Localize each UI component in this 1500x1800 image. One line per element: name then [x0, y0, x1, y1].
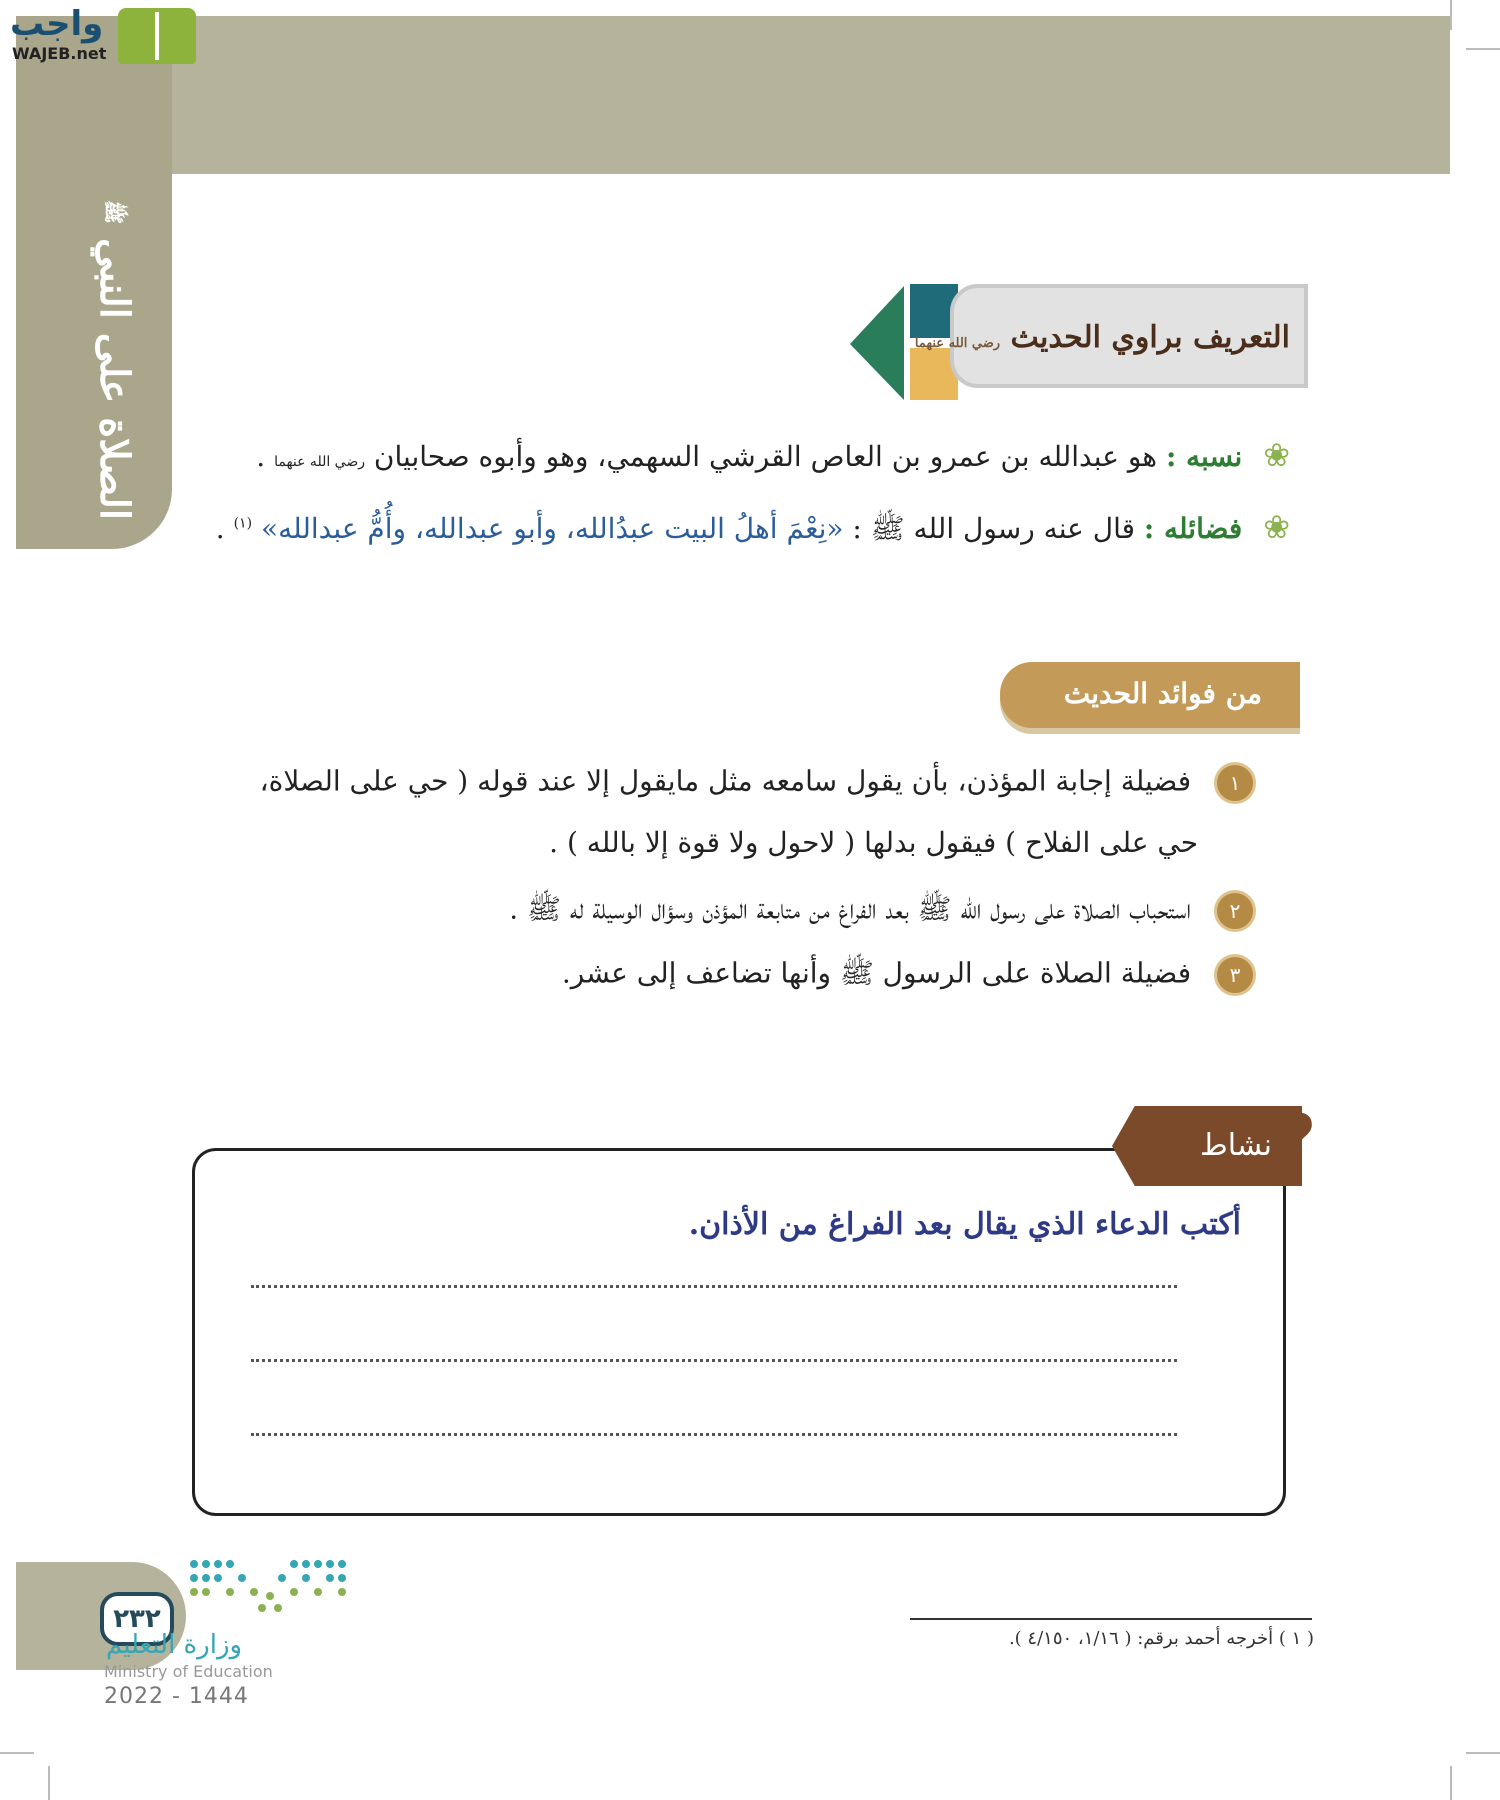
- top-banner-band: [16, 16, 1450, 174]
- benefit-text: فضيلة إجابة المؤذن، بأن يقول سامعه مثل مايقول إلا عند قوله ( حي على الصلاة،: [259, 764, 1192, 798]
- ministry-name-arabic: وزارة التعليم: [106, 1630, 243, 1660]
- wajeb-logo: [10, 4, 190, 66]
- lineage-row: [256, 436, 1290, 474]
- question-mark-icon: ?: [1278, 1102, 1316, 1176]
- benefit-text: حي على الفلاح ) فيقول بدلها ( لاحول ولا قوة إلا بالله ) .: [549, 826, 1198, 859]
- activity-tab: [1112, 1102, 1316, 1186]
- activity-label: نشاط: [1200, 1128, 1272, 1163]
- flower-bullet-icon: ❀: [1263, 508, 1290, 546]
- section-heading-title: [915, 320, 1290, 355]
- footnote-divider: [910, 1618, 1312, 1620]
- benefit-item: [562, 954, 1256, 997]
- lineage-label: نسبه :: [1165, 440, 1243, 473]
- footnote-text: ( ١ ) أخرجه أحمد برقم: ( ١/١٦، ٤/١٥٠ ).: [1008, 1628, 1314, 1649]
- edition-year: 2022 - 1444: [104, 1684, 249, 1709]
- benefits-section-tab: [1000, 662, 1300, 728]
- activity-box: [192, 1148, 1286, 1516]
- virtues-intro: قال عنه رسول الله: [913, 512, 1136, 545]
- chapter-title-text: الصلاة على النبي: [91, 238, 138, 520]
- number-badge: ٣: [1214, 954, 1256, 996]
- chapter-title: [78, 170, 138, 520]
- number-badge: ١: [1214, 762, 1256, 804]
- lineage-honorific: رضي الله عنهما: [274, 454, 365, 470]
- crop-mark: [48, 1766, 50, 1800]
- benefit-text: استحباب الصلاة على رسول الله ﷺ بعد الفراغ من متابعة المؤذن وسؤال الوسيلة له ﷺ .: [509, 892, 1192, 926]
- crop-mark: [1466, 48, 1500, 50]
- lineage-end: .: [256, 440, 266, 473]
- virtues-honorific: ﷺ: [870, 512, 905, 545]
- benefit-continuation: [549, 826, 1198, 859]
- hadith-quote: «نِعْمَ أهلُ البيت عبدُالله، وأبو عبدالله، وأُمُّ عبدالله»: [260, 512, 844, 545]
- footnote-ref: (١): [233, 515, 253, 532]
- virtues-row: [216, 508, 1290, 552]
- number-badge: ٢: [1214, 890, 1256, 932]
- ministry-name-english: Ministry of Education: [104, 1662, 273, 1681]
- crop-mark: [1450, 0, 1452, 30]
- section-title-text: التعريف براوي الحديث: [1010, 320, 1290, 355]
- benefit-item: [260, 762, 1256, 804]
- crop-mark: [1450, 1766, 1452, 1800]
- narrator-section-heading: [840, 278, 1300, 418]
- benefit-text: فضيلة الصلاة على الرسول ﷺ وأنها تضاعف إلى عشر.: [561, 956, 1192, 990]
- answer-line[interactable]: [251, 1433, 1177, 1436]
- section-title-honorific: رضي الله عنهما: [914, 336, 1001, 351]
- lineage-text: هو عبدالله بن عمرو بن العاص القرشي السهمي، وهو وأبوه صحابيان: [373, 440, 1158, 473]
- crop-mark: [1466, 1752, 1500, 1754]
- virtues-end: .: [215, 512, 225, 545]
- virtues-label: فضائله :: [1143, 512, 1243, 545]
- logo-wordmark: واجب: [10, 4, 104, 44]
- benefits-section-title: من فوائد الحديث: [1063, 677, 1262, 710]
- ministry-logo-icon: [184, 1556, 356, 1616]
- activity-prompt: أكتب الدعاء الذي يقال بعد الفراغ من الأذان.: [688, 1207, 1241, 1242]
- answer-line[interactable]: [251, 1359, 1177, 1362]
- page-number: ٢٣٢: [100, 1592, 174, 1646]
- answer-line[interactable]: [251, 1285, 1177, 1288]
- chapter-honorific: ﷺ: [102, 199, 126, 225]
- virtues-colon: :: [852, 512, 862, 545]
- flower-bullet-icon: ❀: [1263, 436, 1290, 474]
- benefit-item: [509, 890, 1256, 933]
- crop-mark: [0, 1752, 34, 1754]
- logo-subtitle: WAJEB.net: [12, 44, 107, 63]
- open-book-icon: [118, 8, 196, 64]
